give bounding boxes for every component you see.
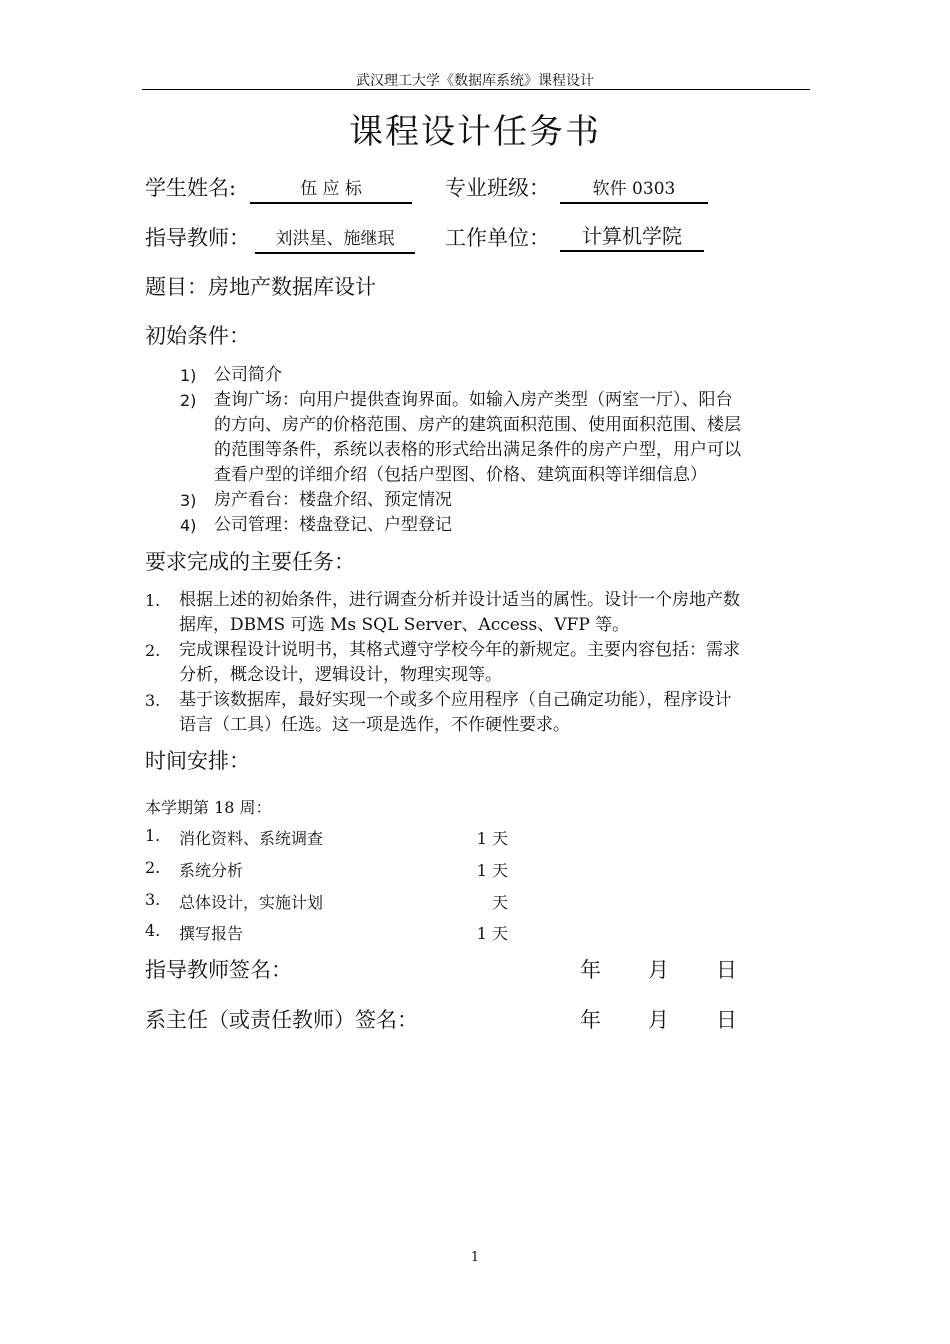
schedule-task: 总体设计，实施计划 xyxy=(179,893,324,912)
header-divider xyxy=(142,89,810,90)
page-number: 1 xyxy=(470,1250,480,1265)
list-item-text: 查询广场：向用户提供查询界面。如输入房产类型（两室一厅）、阳台 xyxy=(214,390,733,410)
task-text: 语言（工具）任选。这一项是选作，不作硬性要求。 xyxy=(179,715,570,735)
task-text: 完成课程设计说明书，其格式遵守学校今年的新规定。主要内容包括：需求 xyxy=(179,640,740,660)
schedule-days: 1 天 xyxy=(476,924,508,943)
schedule-heading: 时间安排： xyxy=(145,749,250,773)
list-item-number: 4) xyxy=(180,516,197,535)
advisor-label: 指导教师： xyxy=(145,226,250,250)
advisor-signature-label: 指导教师签名： xyxy=(145,958,292,982)
task-number: 3. xyxy=(145,691,161,710)
signature-day: 日 xyxy=(716,1008,737,1032)
major-class-value: 软件 0303 xyxy=(560,176,708,204)
task-number: 1. xyxy=(145,591,161,610)
list-item-text: 查看户型的详细介绍（包括户型图、价格、建筑面积等详细信息） xyxy=(214,465,707,485)
list-item-text: 房产看台：楼盘介绍、预定情况 xyxy=(214,490,452,510)
schedule-task: 撰写报告 xyxy=(179,924,244,943)
director-signature-label: 系主任（或责任教师）签名： xyxy=(145,1008,418,1032)
signature-month: 月 xyxy=(648,1008,669,1032)
advisor-value: 刘洪星、施继珉 xyxy=(255,226,415,254)
list-item-number: 1) xyxy=(180,366,197,385)
schedule-number: 4. xyxy=(145,921,161,940)
work-unit-label: 工作单位： xyxy=(445,226,550,250)
schedule-intro: 本学期第 18 周： xyxy=(145,798,272,817)
list-item-text: 公司简介 xyxy=(214,365,282,385)
schedule-number: 1. xyxy=(145,826,161,845)
schedule-days: 1 天 xyxy=(476,861,508,880)
document-title: 课程设计任务书 xyxy=(349,112,601,152)
list-item-number: 3) xyxy=(180,491,197,510)
signature-year: 年 xyxy=(580,958,601,982)
main-tasks-heading: 要求完成的主要任务： xyxy=(145,550,355,574)
schedule-number: 3. xyxy=(145,890,161,909)
list-item-text: 的方向、房产的价格范围、房产的建筑面积范围、使用面积范围、楼层 xyxy=(214,415,741,435)
initial-conditions-heading: 初始条件： xyxy=(145,324,250,348)
running-header: 武汉理工大学《数据库系统》课程设计 xyxy=(356,73,594,89)
major-class-label: 专业班级： xyxy=(445,176,550,200)
task-text: 分析，概念设计，逻辑设计，物理实现等。 xyxy=(179,665,502,685)
topic-line: 题目：房地产数据库设计 xyxy=(145,275,376,299)
schedule-days: 天 xyxy=(491,893,508,912)
task-text: 基于该数据库，最好实现一个或多个应用程序（自己确定功能），程序设计 xyxy=(179,690,732,710)
student-name-value: 伍 应 标 xyxy=(250,176,412,204)
list-item-number: 2) xyxy=(180,391,197,410)
work-unit-value: 计算机学院 xyxy=(560,222,704,252)
schedule-task: 消化资料、系统调查 xyxy=(179,829,324,848)
schedule-task: 系统分析 xyxy=(179,861,244,880)
signature-day: 日 xyxy=(716,958,737,982)
student-name-label: 学生姓名: xyxy=(145,176,237,200)
list-item-text: 公司管理：楼盘登记、户型登记 xyxy=(214,515,452,535)
list-item-text: 的范围等条件，系统以表格的形式给出满足条件的房产户型，用户可以 xyxy=(214,440,741,460)
task-text: 据库，DBMS 可选 Ms SQL Server、Access、VFP 等。 xyxy=(179,615,630,635)
signature-month: 月 xyxy=(648,958,669,982)
schedule-days: 1 天 xyxy=(476,829,508,848)
task-number: 2. xyxy=(145,641,161,660)
task-text: 根据上述的初始条件，进行调查分析并设计适当的属性。设计一个房地产数 xyxy=(179,590,740,610)
signature-year: 年 xyxy=(580,1008,601,1032)
schedule-number: 2. xyxy=(145,858,161,877)
